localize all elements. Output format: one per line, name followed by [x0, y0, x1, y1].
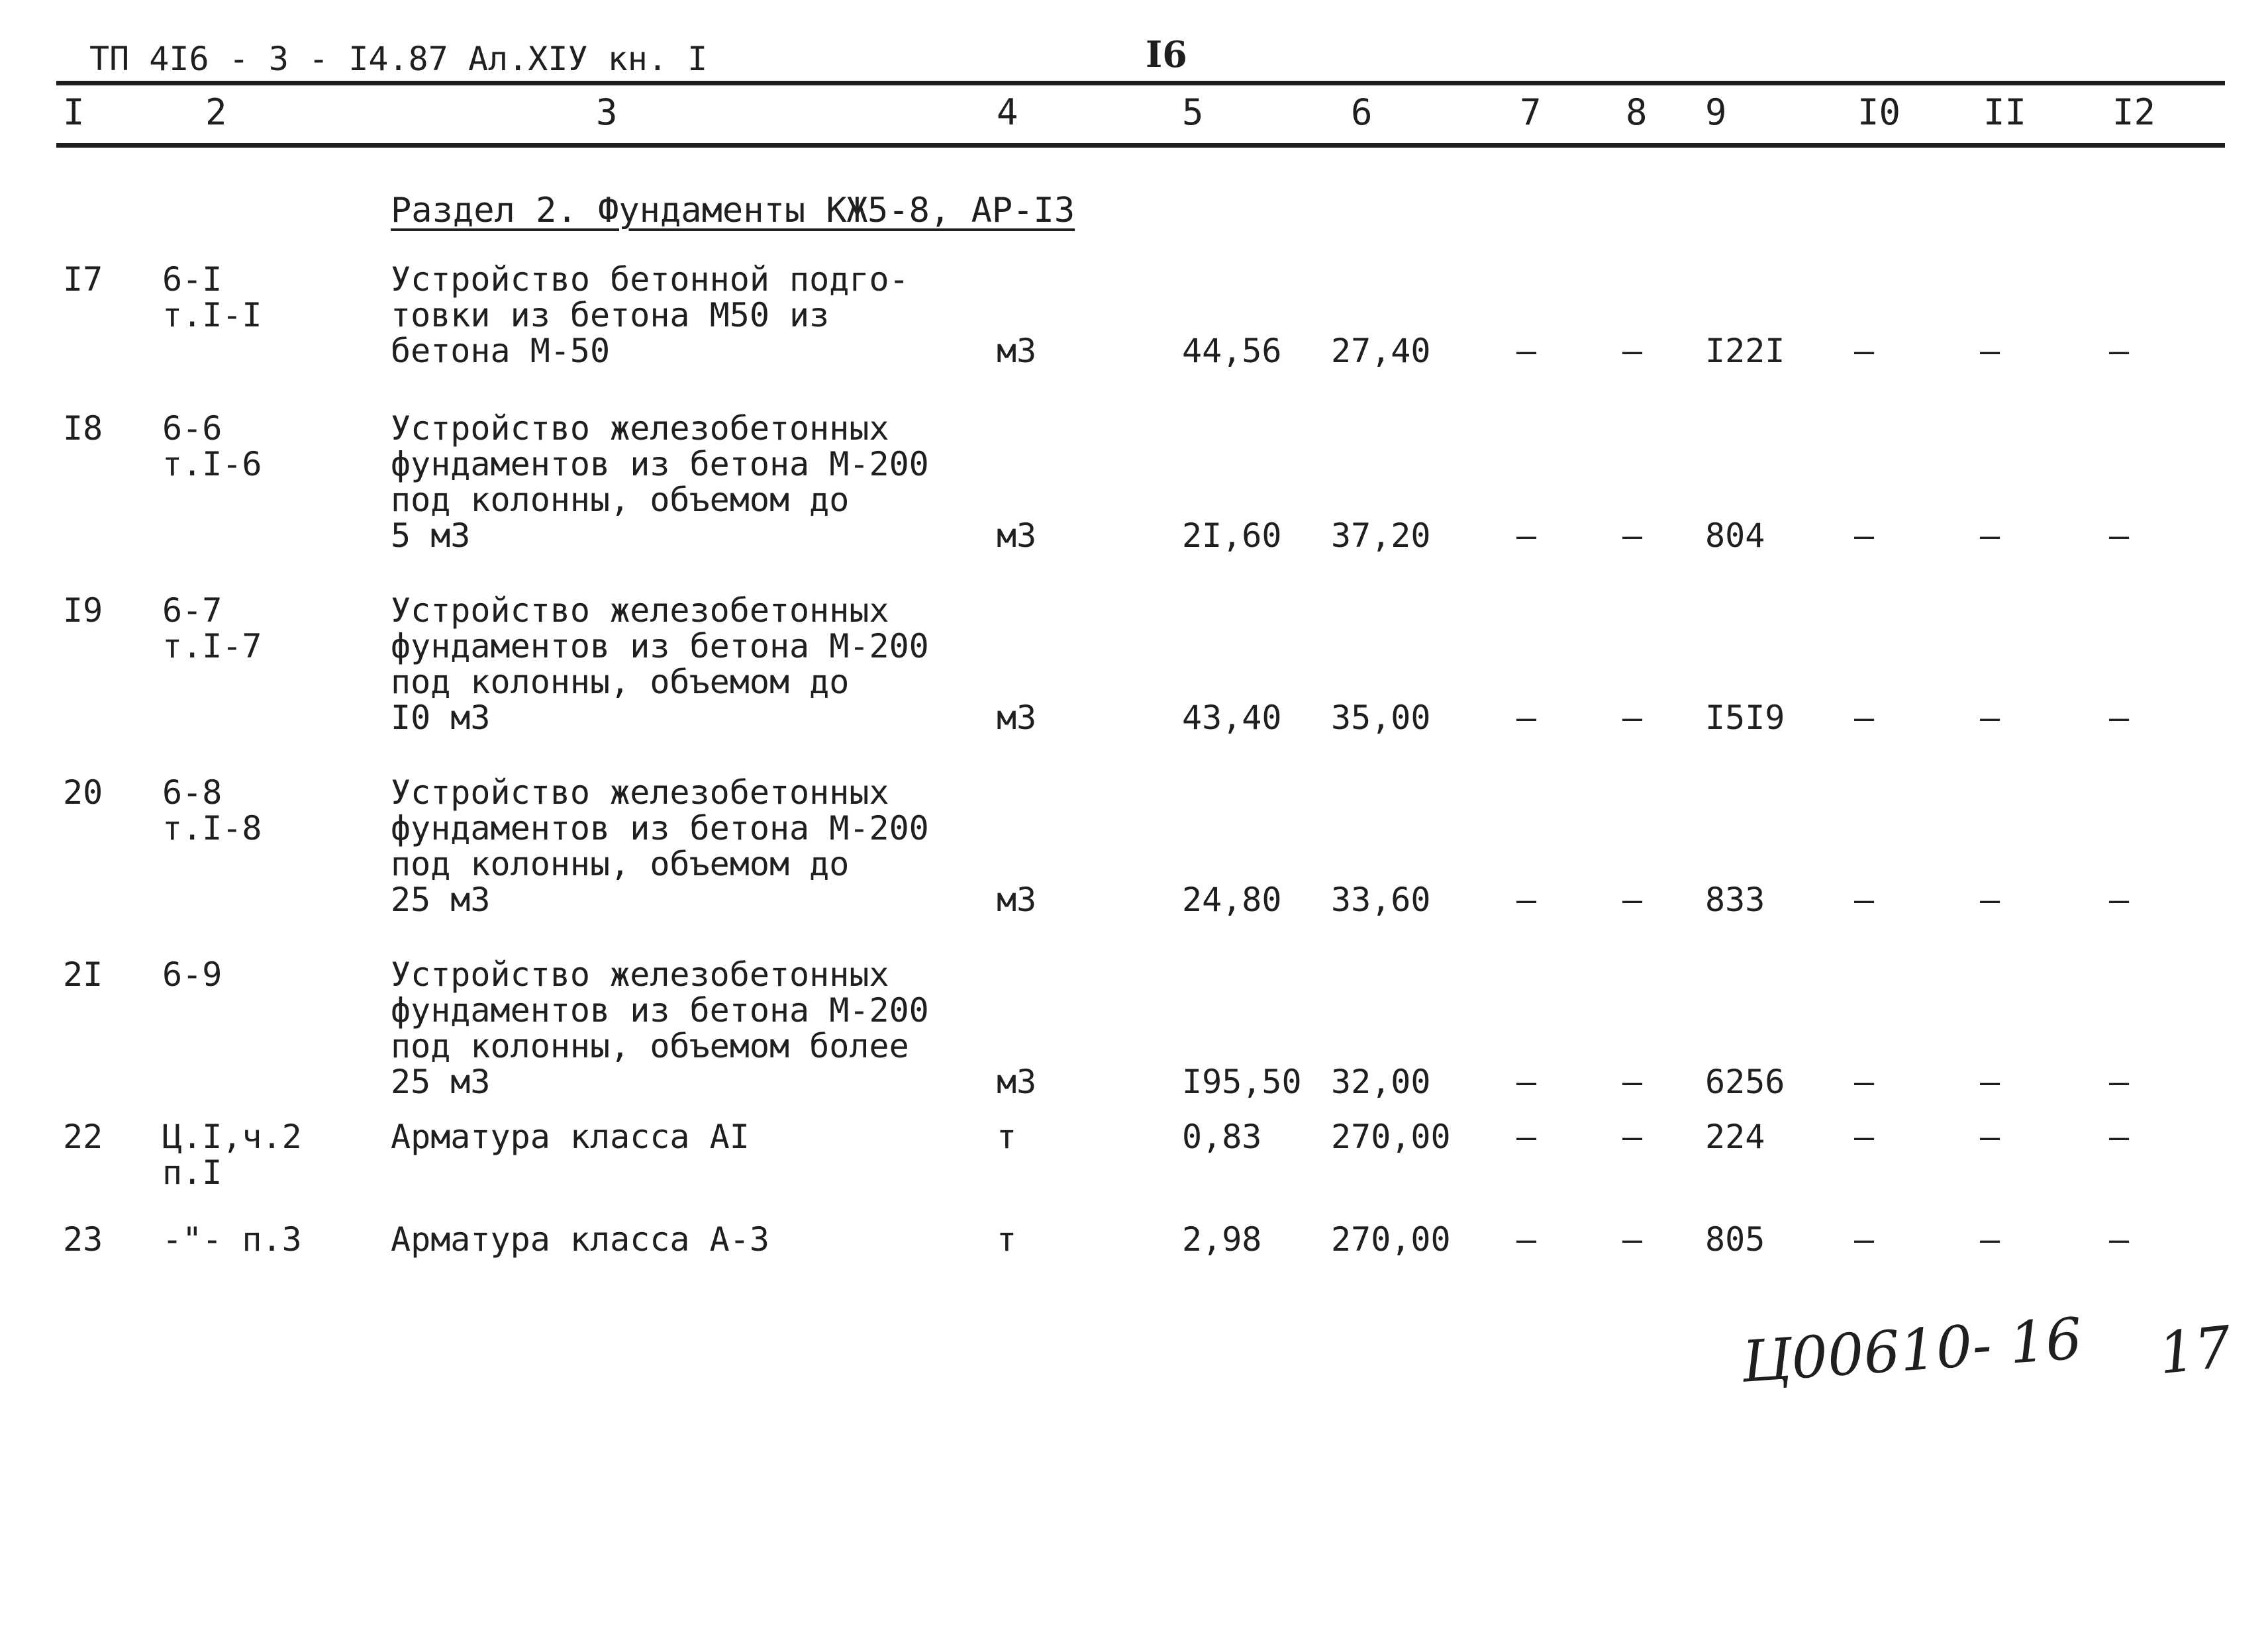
row-description: 25 м3: [391, 881, 491, 919]
row-number: I7: [63, 260, 103, 299]
handwritten-note: Ц00610- 16: [1740, 1306, 2085, 1396]
column-number-3: 3: [596, 91, 618, 133]
row-description: Арматура класса А-3: [391, 1220, 769, 1259]
row-total: 6256: [1705, 1063, 1785, 1101]
row-number: 2I: [63, 955, 103, 994]
row-col12: –: [2109, 1220, 2130, 1259]
row-col8: –: [1622, 516, 1643, 555]
row-col10: –: [1854, 699, 1875, 737]
row-col7: –: [1516, 332, 1537, 370]
top-rule: [56, 81, 2225, 85]
row-code: т.I-7: [162, 627, 262, 665]
row-col8: –: [1622, 1118, 1643, 1156]
row-code: 6-9: [162, 955, 222, 994]
column-number-6: 6: [1351, 91, 1373, 133]
row-col10: –: [1854, 332, 1875, 370]
row-number: 23: [63, 1220, 103, 1259]
row-description: фундаментов из бетона М-200: [391, 627, 929, 665]
row-col8: –: [1622, 332, 1643, 370]
row-description: под колонны, объемом до: [391, 845, 850, 883]
column-number-11: II: [1983, 91, 2027, 133]
row-code: п.I: [162, 1153, 222, 1192]
column-number-9: 9: [1705, 91, 1727, 133]
row-quantity: 43,40: [1182, 699, 1282, 737]
column-number-4: 4: [997, 91, 1018, 133]
row-total: I22I: [1705, 332, 1785, 370]
row-number: 20: [63, 773, 103, 812]
row-col12: –: [2109, 699, 2130, 737]
row-total: 804: [1705, 516, 1765, 555]
row-description: фундаментов из бетона М-200: [391, 445, 929, 483]
row-col12: –: [2109, 516, 2130, 555]
row-number: 22: [63, 1118, 103, 1156]
row-quantity: 24,80: [1182, 881, 1282, 919]
column-number-8: 8: [1626, 91, 1648, 133]
row-description: Устройство железобетонных: [391, 591, 889, 630]
row-number: I8: [63, 409, 103, 448]
row-description: под колонны, объемом до: [391, 481, 850, 519]
header-rule: [56, 143, 2225, 148]
row-unit: м3: [997, 332, 1037, 370]
document-code: ТП 4I6 - 3 - I4.87 Ал.XIУ кн. I: [89, 40, 708, 78]
row-code: -"- п.3: [162, 1220, 302, 1259]
row-col10: –: [1854, 1118, 1875, 1156]
row-col7: –: [1516, 881, 1537, 919]
row-col8: –: [1622, 881, 1643, 919]
row-col7: –: [1516, 516, 1537, 555]
row-quantity: 0,83: [1182, 1118, 1262, 1156]
row-code: Ц.I,ч.2: [162, 1118, 302, 1156]
row-col10: –: [1854, 516, 1875, 555]
row-unit-price: 27,40: [1331, 332, 1431, 370]
row-quantity: 44,56: [1182, 332, 1282, 370]
row-unit-price: 35,00: [1331, 699, 1431, 737]
column-number-12: I2: [2112, 91, 2156, 133]
row-code: 6-I: [162, 260, 222, 299]
row-unit-price: 270,00: [1331, 1220, 1451, 1259]
row-quantity: 2,98: [1182, 1220, 1262, 1259]
row-code: т.I-8: [162, 809, 262, 847]
row-quantity: I95,50: [1182, 1063, 1302, 1101]
row-total: 224: [1705, 1118, 1765, 1156]
row-col7: –: [1516, 1220, 1537, 1259]
row-col8: –: [1622, 1220, 1643, 1259]
row-col11: –: [1980, 516, 2000, 555]
row-description: под колонны, объемом более: [391, 1027, 909, 1065]
row-total: 833: [1705, 881, 1765, 919]
row-description: 5 м3: [391, 516, 471, 555]
column-number-1: I: [63, 91, 85, 133]
row-description: I0 м3: [391, 699, 491, 737]
handwritten-mark: 17: [2155, 1314, 2235, 1388]
row-code: т.I-6: [162, 445, 262, 483]
row-unit: т: [997, 1220, 1017, 1259]
row-code: т.I-I: [162, 296, 262, 334]
column-number-10: I0: [1857, 91, 1901, 133]
row-col11: –: [1980, 1220, 2000, 1259]
row-col8: –: [1622, 699, 1643, 737]
row-code: 6-7: [162, 591, 222, 630]
row-unit-price: 37,20: [1331, 516, 1431, 555]
row-col11: –: [1980, 1063, 2000, 1101]
column-number-2: 2: [205, 91, 227, 133]
row-col10: –: [1854, 881, 1875, 919]
row-code: 6-6: [162, 409, 222, 448]
row-col11: –: [1980, 881, 2000, 919]
row-unit: м3: [997, 881, 1037, 919]
row-col12: –: [2109, 881, 2130, 919]
row-unit-price: 33,60: [1331, 881, 1431, 919]
row-unit: м3: [997, 1063, 1037, 1101]
page-number: I6: [1146, 33, 1187, 75]
column-number-7: 7: [1520, 91, 1542, 133]
section-title: Раздел 2. Фундаменты КЖ5-8, АР-I3: [391, 191, 1075, 230]
row-total: 805: [1705, 1220, 1765, 1259]
row-description: фундаментов из бетона М-200: [391, 991, 929, 1030]
row-col11: –: [1980, 332, 2000, 370]
row-quantity: 2I,60: [1182, 516, 1282, 555]
row-description: 25 м3: [391, 1063, 491, 1101]
row-unit: м3: [997, 516, 1037, 555]
row-col12: –: [2109, 1118, 2130, 1156]
row-col11: –: [1980, 699, 2000, 737]
row-unit-price: 32,00: [1331, 1063, 1431, 1101]
row-col12: –: [2109, 332, 2130, 370]
row-unit-price: 270,00: [1331, 1118, 1451, 1156]
row-description: Устройство железобетонных: [391, 955, 889, 994]
row-col10: –: [1854, 1220, 1875, 1259]
row-description: фундаментов из бетона М-200: [391, 809, 929, 847]
row-col11: –: [1980, 1118, 2000, 1156]
row-number: I9: [63, 591, 103, 630]
column-number-5: 5: [1182, 91, 1204, 133]
row-description: Устройство железобетонных: [391, 773, 889, 812]
row-col10: –: [1854, 1063, 1875, 1101]
row-unit: т: [997, 1118, 1017, 1156]
row-col7: –: [1516, 699, 1537, 737]
row-description: Устройство железобетонных: [391, 409, 889, 448]
row-description: под колонны, объемом до: [391, 663, 850, 701]
row-description: Арматура класса АI: [391, 1118, 750, 1156]
row-col7: –: [1516, 1063, 1537, 1101]
row-col7: –: [1516, 1118, 1537, 1156]
row-description: товки из бетона М50 из: [391, 296, 830, 334]
row-description: бетона М-50: [391, 332, 611, 370]
row-col8: –: [1622, 1063, 1643, 1101]
row-description: Устройство бетонной подго-: [391, 260, 909, 299]
row-total: I5I9: [1705, 699, 1785, 737]
row-col12: –: [2109, 1063, 2130, 1101]
row-unit: м3: [997, 699, 1037, 737]
row-code: 6-8: [162, 773, 222, 812]
